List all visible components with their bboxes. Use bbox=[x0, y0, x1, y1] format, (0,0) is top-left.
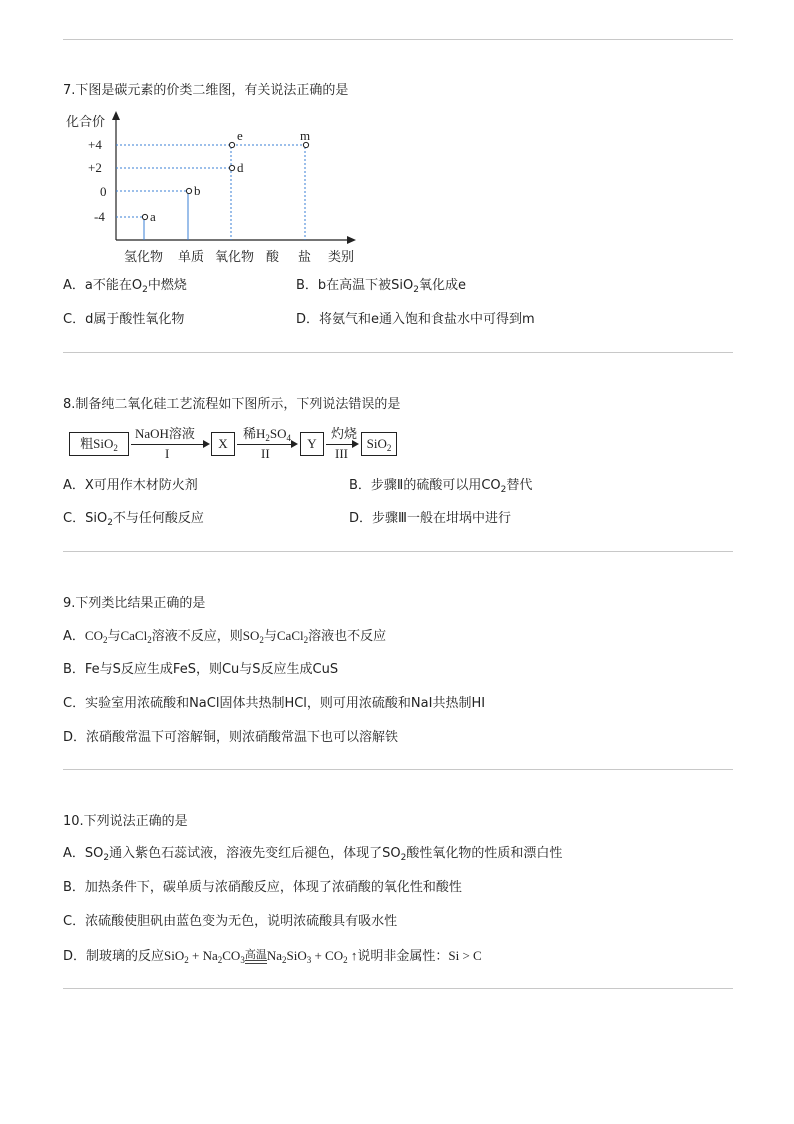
q8-option-c-text2: 不与任何酸反应 bbox=[112, 511, 204, 526]
point-m bbox=[303, 142, 308, 147]
q10-d-relation: Si > C bbox=[448, 948, 482, 963]
y-tick-0: 0 bbox=[100, 184, 107, 199]
q9-stem: 9.下列类比结果正确的是 bbox=[63, 596, 206, 611]
separator-q7 bbox=[63, 352, 733, 353]
label-m: m bbox=[300, 128, 311, 143]
q9-option-d[interactable]: D．浓硝酸常温下可溶解铜，则浓硝酸常温下也可以溶解铁 bbox=[63, 730, 399, 745]
q7-valence-chart bbox=[60, 108, 360, 268]
flow-step2-top bbox=[243, 423, 291, 442]
flow-step3-bottom: III bbox=[335, 446, 348, 461]
eq: SiO bbox=[164, 948, 185, 963]
flow-step2-text2: SO bbox=[269, 426, 287, 441]
q8-option-b-text2: 替代 bbox=[506, 478, 533, 493]
flow-step3-top: 灼烧 bbox=[331, 426, 358, 441]
sub: 2 bbox=[103, 853, 110, 863]
q8-option-b-text: B．步骤Ⅱ的硫酸可以用CO bbox=[349, 478, 501, 493]
formula: CaCl bbox=[120, 628, 148, 643]
separator-q10 bbox=[63, 988, 733, 989]
x-tick-acid: 酸 bbox=[266, 249, 280, 264]
sub: 2 bbox=[113, 443, 118, 453]
sub: 2 bbox=[281, 955, 287, 965]
q10-option-a[interactable] bbox=[63, 845, 562, 863]
flow-end-text: SiO bbox=[366, 436, 387, 451]
q7-option-b[interactable] bbox=[296, 277, 466, 295]
y-tick-plus2: +2 bbox=[88, 160, 102, 175]
flow-step1-bottom: I bbox=[165, 446, 170, 461]
q10-a-text2: 通入紫色石蕊试液，溶液先变红后褪色，体现了SO bbox=[109, 846, 401, 861]
flow-start-box bbox=[69, 432, 129, 456]
flow-x-box: X bbox=[211, 432, 235, 456]
eq: Na bbox=[266, 948, 282, 963]
equation bbox=[164, 948, 357, 963]
q8-option-c-text: C．SiO bbox=[63, 511, 108, 526]
q10-a-text3: 酸性氧化物的性质和漂白性 bbox=[406, 846, 563, 861]
q10-a-text: A．SO bbox=[63, 846, 104, 861]
q10-option-d[interactable] bbox=[63, 947, 482, 966]
q7-option-b-text2: 氧化成e bbox=[419, 278, 467, 293]
q10-option-b[interactable]: B．加热条件下，碳单质与浓硝酸反应，体现了浓硝酸的氧化性和酸性 bbox=[63, 880, 462, 895]
q7-option-b-text: B．b在高温下被SiO bbox=[296, 278, 414, 293]
label-a: a bbox=[150, 209, 156, 224]
x-tick-element: 单质 bbox=[178, 249, 205, 264]
q9-option-a[interactable] bbox=[63, 627, 386, 646]
flow-step2-text: 稀H bbox=[243, 426, 266, 441]
q9-option-c[interactable]: C．实验室用浓硫酸和NaCl固体共热制HCl，则可用浓硫酸和NaI共热制HI bbox=[63, 696, 486, 711]
text: 溶液也不反应 bbox=[308, 629, 387, 644]
eq: + CO bbox=[311, 948, 344, 963]
sub: 2 bbox=[217, 955, 223, 965]
q10-d-text2: 说明非金属性： bbox=[357, 949, 449, 964]
q10-option-c[interactable]: C．浓硫酸使胆矾由蓝色变为无色，说明浓硫酸具有吸水性 bbox=[63, 914, 398, 929]
flow-arrowhead-1 bbox=[203, 440, 210, 448]
sub: 2 bbox=[400, 853, 407, 863]
flow-end-box bbox=[361, 432, 397, 456]
x-tick-salt: 盐 bbox=[298, 249, 312, 264]
sub: 2 bbox=[386, 443, 392, 453]
q8-option-a[interactable]: A．X可用作木材防火剂 bbox=[63, 478, 198, 493]
flow-y-box: Y bbox=[300, 432, 324, 456]
sub: 3 bbox=[306, 955, 312, 965]
q8-option-b[interactable] bbox=[349, 477, 532, 495]
sub: 2 bbox=[259, 635, 264, 645]
flow-arrowhead-3 bbox=[352, 440, 359, 448]
q10-d-text: D．制玻璃的反应 bbox=[63, 949, 165, 964]
q7-stem: 7.下图是碳元素的价类二维图，有关说法正确的是 bbox=[63, 83, 349, 98]
text: 溶液不反应，则 bbox=[151, 629, 243, 644]
sub: 4 bbox=[286, 433, 292, 443]
q7-option-a-text2: 中燃烧 bbox=[147, 278, 187, 293]
flow-start-text: 粗SiO bbox=[80, 436, 114, 451]
q7-option-c[interactable]: C．d属于酸性氧化物 bbox=[63, 312, 185, 327]
eq: CO bbox=[222, 948, 241, 963]
sub: 2 bbox=[265, 433, 270, 443]
point-d bbox=[229, 165, 234, 170]
y-axis-title: 化合价 bbox=[66, 114, 106, 129]
text: 与 bbox=[107, 629, 121, 644]
formula: CO bbox=[84, 628, 103, 643]
eq: SiO bbox=[286, 948, 307, 963]
x-tick-oxide: 氧化物 bbox=[215, 249, 255, 264]
eq: ↑ bbox=[347, 948, 358, 963]
formula: CaCl bbox=[276, 628, 304, 643]
flow-step1-top: NaOH溶液 bbox=[135, 426, 195, 441]
label-e: e bbox=[237, 128, 243, 143]
point-e bbox=[229, 142, 234, 147]
sub: 2 bbox=[343, 955, 348, 965]
q9-a-label: A． bbox=[63, 629, 85, 644]
point-b bbox=[186, 188, 191, 193]
q10-stem: 10.下列说法正确的是 bbox=[63, 814, 188, 829]
eq: + Na bbox=[188, 948, 218, 963]
sub: 2 bbox=[147, 635, 152, 645]
sub: 2 bbox=[500, 485, 507, 495]
separator-q8 bbox=[63, 551, 733, 552]
q7-option-a[interactable] bbox=[63, 277, 187, 295]
q7-option-a-text: A．a不能在O bbox=[63, 278, 143, 293]
q8-stem: 8.制备纯二氧化硅工艺流程如下图所示，下列说法错误的是 bbox=[63, 397, 401, 412]
sub: 2 bbox=[102, 635, 108, 645]
label-b: b bbox=[194, 183, 201, 198]
q8-option-d[interactable]: D．步骤Ⅲ一般在坩埚中进行 bbox=[349, 511, 511, 526]
flow-arrow-2 bbox=[237, 444, 295, 445]
flow-arrowhead-2 bbox=[291, 440, 298, 448]
q8-flowchart bbox=[63, 422, 403, 466]
separator-q9 bbox=[63, 769, 733, 770]
sub: 2 bbox=[142, 285, 148, 295]
formula: SO bbox=[242, 628, 260, 643]
sub: 2 bbox=[303, 635, 309, 645]
point-a bbox=[142, 214, 147, 219]
y-tick-minus4: -4 bbox=[94, 209, 105, 224]
x-axis-title: 类别 bbox=[328, 249, 355, 264]
flow-arrow-1 bbox=[131, 444, 207, 445]
sub: 2 bbox=[184, 955, 189, 965]
label-d: d bbox=[237, 160, 244, 175]
separator-top bbox=[63, 39, 733, 40]
flow-step2-bottom: II bbox=[261, 446, 270, 461]
sub: 2 bbox=[107, 518, 113, 528]
q8-option-c[interactable] bbox=[63, 510, 204, 528]
x-tick-hydride: 氢化物 bbox=[124, 249, 164, 264]
sub: 2 bbox=[413, 285, 420, 295]
q7-option-d[interactable]: D．将氨气和e通入饱和食盐水中可得到m bbox=[296, 312, 535, 327]
y-tick-plus4: +4 bbox=[88, 137, 102, 152]
text: 与 bbox=[263, 629, 277, 644]
sub: 3 bbox=[240, 955, 245, 965]
condition-gaowen: 高温 bbox=[244, 949, 267, 961]
q9-option-b[interactable]: B．Fe与S反应生成FeS，则Cu与S反应生成CuS bbox=[63, 662, 339, 677]
